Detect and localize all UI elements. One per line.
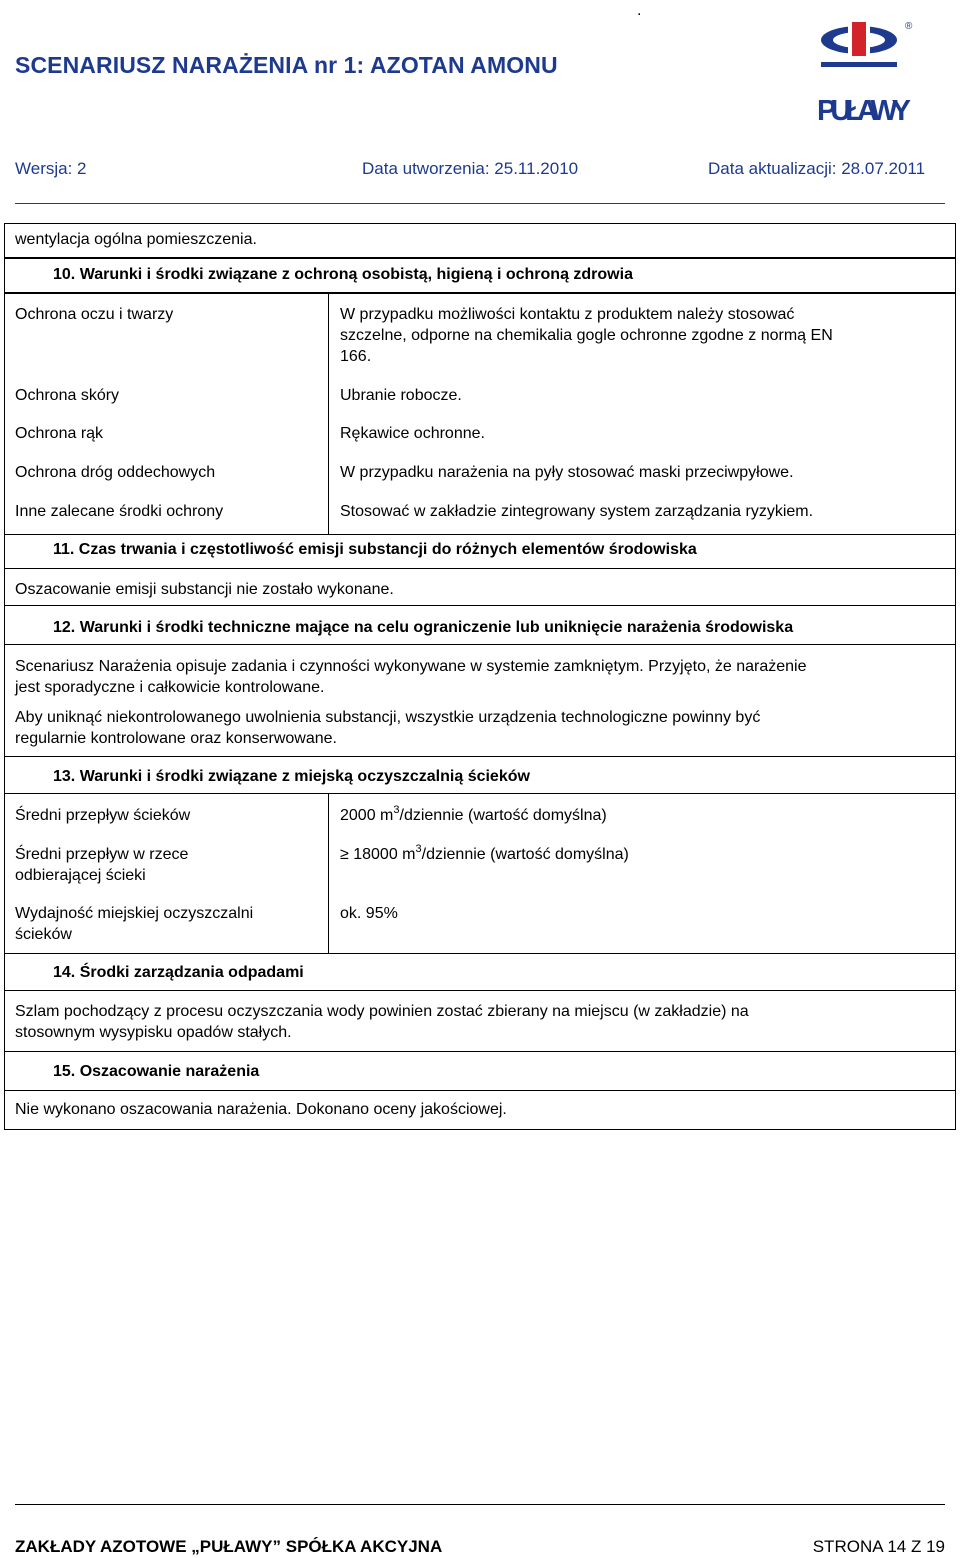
logo-text: PUŁAWY <box>817 95 911 126</box>
s12-p1-line1: Scenariusz Narażenia opisuje zadania i czynności wykonywane w systemie zamkniętym. Przyjęto, że narażenie <box>15 658 807 675</box>
version: Wersja: 2 <box>15 159 87 178</box>
s10-value-skin: Ubranie robocze. <box>340 387 462 404</box>
registered-mark: ® <box>905 21 913 32</box>
s13-value-river: ≥ 18000 $m^3$/dziennie (wartość domyślna) <box>340 843 629 863</box>
s13-label-river-2: odbierającej ścieki <box>15 867 146 884</box>
s11-text: Oszacowanie emisji substancji nie zostało wykonane. <box>15 581 394 598</box>
s10-value-eyes-2: szczelne, odporne na chemikalia gogle ochronne zgodne z normą EN <box>340 327 833 344</box>
updated-date: Data aktualizacji: 28.07.2011 <box>708 159 926 178</box>
created-date: Data utworzenia: 25.11.2010 <box>362 159 579 178</box>
s13-label-river-1: Średni przepływ w rzece <box>15 846 189 863</box>
s10-value-eyes-1: W przypadku możliwości kontaktu z produktem należy stosować <box>340 306 795 323</box>
s10-label-skin: Ochrona skóry <box>15 387 120 404</box>
s10-label-eyes: Ochrona oczu i twarzy <box>15 306 174 323</box>
s10-value-other: Stosować w zakładzie zintegrowany system zarządzania ryzykiem. <box>340 503 814 520</box>
s15-text: Nie wykonano oszacowania narażenia. Dokonano oceny jakościowej. <box>15 1101 507 1118</box>
header-rule <box>15 203 945 204</box>
s14-text-line2: stosownym wysypisku opadów stałych. <box>15 1024 292 1041</box>
pulawy-logo-icon <box>813 16 923 126</box>
s15-heading: 15. Oszacowanie narażenia <box>53 1063 260 1080</box>
s12-p2-line1: Aby uniknąć niekontrolowanego uwolnienia substancji, wszystkie urządzenia technologiczne powinny być <box>15 709 761 726</box>
s12-p2-line2: regularnie kontrolowane oraz konserwowane. <box>15 730 337 747</box>
footer-page: STRONA 14 Z 19 <box>812 1537 945 1556</box>
s10-label-hands: Ochrona rąk <box>15 425 104 442</box>
s10-value-respiratory: W przypadku narażenia na pyły stosować maski przeciwpyłowe. <box>340 464 794 481</box>
s13-value-flow: 2000 $m^3$/dziennie (wartość domyślna) <box>340 804 607 824</box>
s11-heading: 11. Czas trwania i częstotliwość emisji substancji do różnych elementów środowiska <box>53 541 697 558</box>
s10-value-hands: Rękawice ochronne. <box>340 425 485 442</box>
s10-heading: 10. Warunki i środki związane z ochroną osobistą, higieną i ochroną zdrowia <box>53 266 633 283</box>
s13-value-efficiency: ok. 95% <box>340 905 398 922</box>
s12-p1-line2: jest sporadyczne i całkowicie kontrolowane. <box>15 679 325 696</box>
s13-label-efficiency-1: Wydajność miejskiej oczyszczalni <box>15 905 254 922</box>
footer-rule <box>15 1504 945 1505</box>
page-dot: . <box>637 2 642 19</box>
s13-heading: 13. Warunki i środki związane z miejską oczyszczalnią ścieków <box>53 768 530 785</box>
page-title: SCENARIUSZ NARAŻENIA nr 1: AZOTAN AMONU <box>15 52 558 78</box>
s13-label-flow: Średni przepływ ścieków <box>15 807 191 824</box>
s10-label-column <box>4 293 329 535</box>
intro-text: wentylacja ogólna pomieszczenia. <box>15 231 257 248</box>
s10-label-respiratory: Ochrona dróg oddechowych <box>15 464 216 481</box>
pulawy-logo <box>813 16 923 126</box>
footer-company: ZAKŁADY AZOTOWE „PUŁAWY” SPÓŁKA AKCYJNA <box>15 1537 443 1556</box>
s12-heading: 12. Warunki i środki techniczne mające na celu ograniczenie lub uniknięcie narażenia środowiska <box>53 619 794 636</box>
s14-heading: 14. Środki zarządzania odpadami <box>53 964 304 981</box>
s10-label-other: Inne zalecane środki ochrony <box>15 503 224 520</box>
s14-text-line1: Szlam pochodzący z procesu oczyszczania wody powinien zostać zbierany na miejscu (w zakładzie) na <box>15 1003 749 1020</box>
s10-value-eyes-3: 166. <box>340 348 372 365</box>
s13-label-efficiency-2: ścieków <box>15 926 72 943</box>
